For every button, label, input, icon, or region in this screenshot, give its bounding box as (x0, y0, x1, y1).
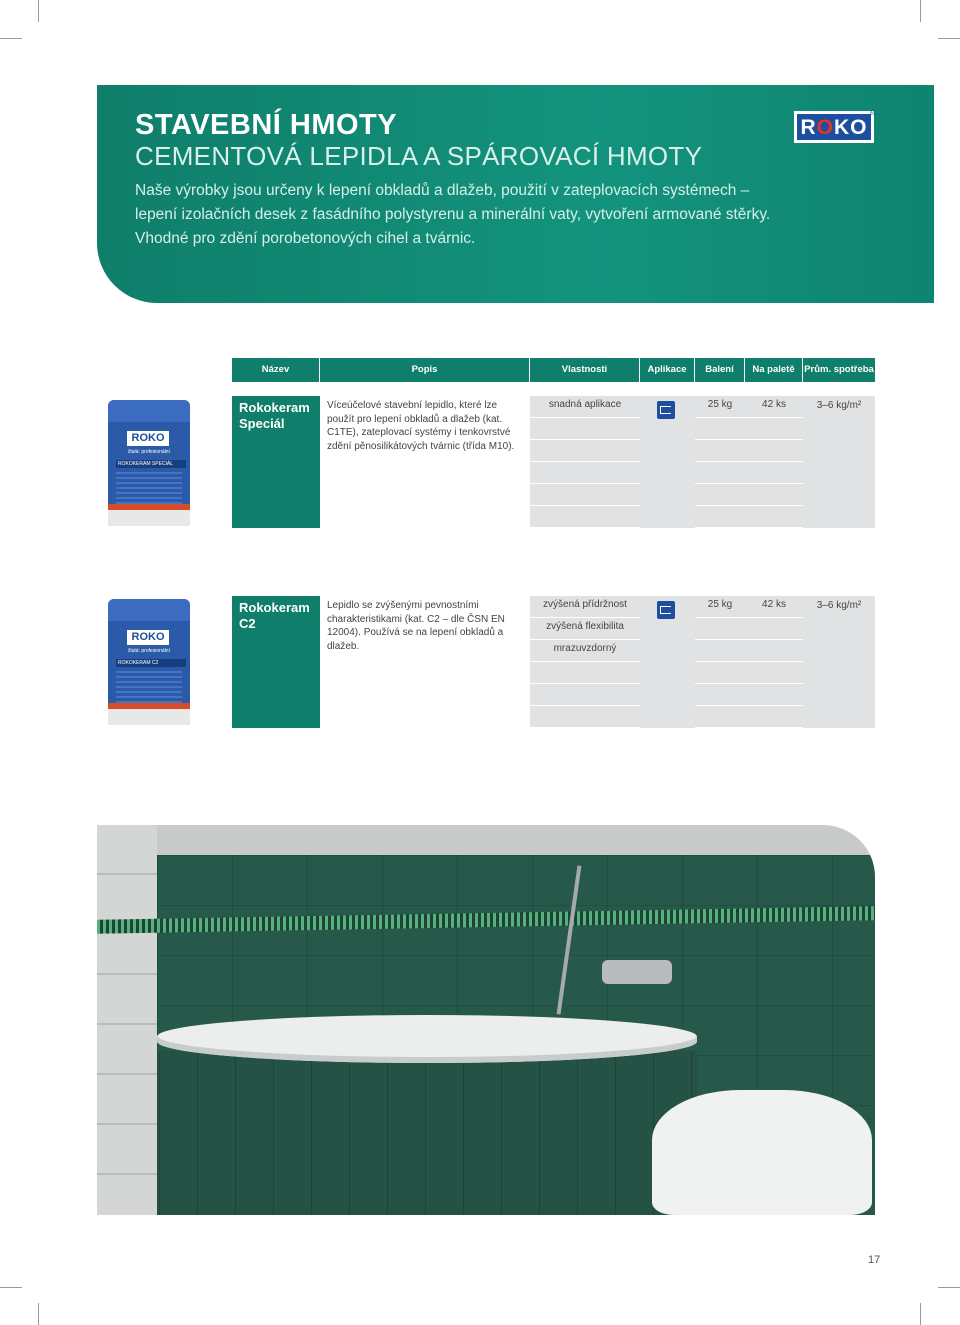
table-header (232, 358, 875, 382)
intro-line: Vhodné pro zdění porobetonových cihel a tvárnic. (135, 230, 476, 247)
consumption-cell (803, 396, 875, 528)
page-number: 17 (868, 1254, 881, 1266)
page-title: STAVEBNÍ HMOTY (135, 109, 398, 141)
crop-mark (938, 1287, 960, 1288)
trowel-application-icon (657, 401, 675, 419)
header-banner (97, 85, 934, 303)
property-item: snadná aplikace (530, 396, 640, 417)
crop-mark (938, 38, 960, 39)
crop-mark (38, 0, 39, 22)
trowel-application-icon (657, 601, 675, 619)
crop-mark (920, 0, 921, 22)
consumption-cell (803, 596, 875, 728)
intro-text (135, 179, 835, 251)
column-header-application: Aplikace (640, 358, 695, 382)
product-name-cell: Rokokeram C2 (232, 596, 320, 728)
application-cell (640, 596, 695, 728)
column-header-consumption: Prům. spotřeba (803, 358, 875, 382)
packaging-value: 25 kg (695, 596, 745, 617)
packaging-value: 25 kg (695, 396, 745, 417)
packaging-cell (695, 396, 745, 528)
column-header-name: Název (232, 358, 320, 382)
properties-cell (530, 396, 640, 528)
bathroom-photo (97, 825, 875, 1215)
crop-mark (920, 1303, 921, 1325)
property-item: zvýšená přídržnost (530, 596, 640, 617)
product-row (232, 396, 875, 528)
property-item: zvýšená flexibilita (530, 618, 640, 639)
pallet-value: 42 ks (745, 396, 803, 417)
property-item: mrazuvzdorný (530, 640, 640, 661)
product-bag-image: ROKO žlutá: profesionální ROKOKERAM C2 (108, 599, 190, 725)
product-description-cell (320, 596, 530, 728)
column-header-description: Popis (320, 358, 530, 382)
column-header-packaging: Balení (695, 358, 745, 382)
product-description-cell (320, 396, 530, 528)
crop-mark (0, 1287, 22, 1288)
product-description: Víceúčelové stavební lepidlo, které lze použít pro lepení obkladů a dlažeb (kat. C1TE), zateplovací systémy i tenkovrstvé zdění pěnosilikátových tvárnic (třída M10). (327, 400, 515, 452)
properties-cell (530, 596, 640, 728)
column-header-pallet: Na paletě (745, 358, 803, 382)
crop-mark (38, 1303, 39, 1325)
consumption-value: 3–6 kg/m² (816, 400, 862, 411)
roko-logo: ROKO ® (794, 111, 874, 143)
product-bag-image: ROKO žlutá: profesionální ROKOKERAM SPECIÁL (108, 400, 190, 526)
crop-mark (0, 38, 22, 39)
application-cell (640, 396, 695, 528)
consumption-value: 3–6 kg/m² (816, 600, 862, 611)
pallet-value: 42 ks (745, 596, 803, 617)
pallet-cell (745, 396, 803, 528)
intro-line: lepení izolačních desek z fasádního polystyrenu a minerální vaty, vytvoření armované stěrky. (135, 206, 771, 223)
pallet-cell (745, 596, 803, 728)
product-name-cell: Rokokeram Speciál (232, 396, 320, 528)
page-subtitle: CEMENTOVÁ LEPIDLA A SPÁROVACÍ HMOTY (135, 141, 703, 171)
packaging-cell (695, 596, 745, 728)
column-header-properties: Vlastnosti (530, 358, 640, 382)
product-row (232, 596, 875, 728)
intro-line: Naše výrobky jsou určeny k lepení obkladů a dlažeb, použití v zateplovacích systémech – (135, 182, 750, 199)
product-description: Lepidlo se zvýšenými pevnostními charakteristikami (kat. C2 – dle ČSN EN 12004). Používá se na lepení obkladů a dlažeb. (327, 600, 505, 652)
